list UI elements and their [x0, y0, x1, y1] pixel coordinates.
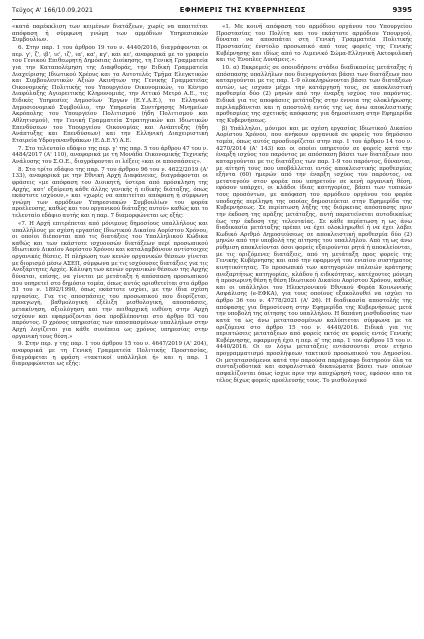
page-header: [12, 6, 412, 20]
page-number: 9395: [392, 6, 412, 14]
paragraph: «1. Με κοινή απόφαση του αρμόδιου οργάνου του Υπουργείου Προστασίας του Πολίτη και του εκάστοτε αρμόδιου Υπουργού, δύναται να αποσπάται στη Γενική Γραμματεία Πολιτικής Προστασίας ένστολο προσωπικό από τους φορείς της Γενικής Κυβέρνησης και ιδίως από το Λιμενικό Σώμα-Ελληνική Ακτοφυλακή και τις Ένοπλες Δυνάμεις.».: [216, 24, 412, 64]
gazette-title: ΕΦΗΜΕΡΙΣ ΤΗΣ ΚΥΒΕΡΝΗΣΕΩΣ: [179, 6, 306, 14]
paragraph: «κατά παρέκκλιση των κειμένων διατάξεων, χωρίς να απαιτείται απόφαση ή σύμφωνη γνώμη των αρμόδιων Υπηρεσιακών Συμβουλίων.: [12, 24, 208, 44]
paragraph: β) Υπάλληλοι, μόνιμοι και με σχέση εργασίας Ιδιωτικού Δικαίου Αορίστου Χρόνου, που ανήκουν οργανικά σε φορείς του δημόσιου τομέα, όπως αυτός προσδιορίζεται στην περ. 1 του άρθρου 14 του ν. 4270/2014 (Α' 143) και οι οποίοι υπηρετούν σε φορείς κατά την έναρξη ισχύος του παρόντος με απόσπαση βάσει των διατάξεων που καταργούνται με τις διατάξεις των παρ. 1-9 του παρόντος, δύνανται, με αίτησή τους που υποβάλλεται εντός αποκλειστικής προθεσμίας εξήντα (60) ημερών από την έναρξη ισχύος του παρόντος, να μεταταγούν στον φορέα που υπηρετούν σε κενή οργανική θέση, εφόσον υπάρχει, οι κλάδοι ίδιας κατηγορίας, βάσει των τυπικών τους προσόντων, με απόφαση του αρμόδιου οργάνου του φορέα υποδοχής περίληψη της οποίας δημοσιεύεται στην Εφημερίδα της Κυβερνήσεως. Σε περίπτωση λήξης της διάρκειας απόσπασης πριν την έκδοση της πράξης μετάταξης, αυτή παρατείνεται αυτοδικαίως έως την έκδοση της τελευταίας. Σε κάθε περίπτωση η ως άνω διαδικασία μετάταξης πρέπει να έχει ολοκληρωθεί ή να έχει λάβει Κωδικό Αριθμό Δημοσιεύσεως σε αποκλειστική προθεσμία δύο (2) μηνών από την υποβολή της αίτησης του υπαλλήλου. Από τη ως άνω ρύθμιση αποκλείονται όσοι φορείς εξαιρούνται ρητά ή αποκλείονται, με τις οριζόμενες διατάξεις, από τη μετάταξη προς φορείς της Γενικής Κυβέρνησης και από την εφαρμογή του ενιαίου συστήματος κινητικότητας. Το προσωπικό των κατηγοριών παλαιών κράτησης ανεξαρτήτως κατηγορίας, κλάδου ή ειδικότητας, κατέχοντες μόνιμη ή προσωρινή θέση ή θέση Ιδιωτικού Δικαίου Αορίστου Χρόνου, καθώς και οι υπάλληλοι του Ηλεκτρονικού Εθνικού Φορέα Κοινωνικής Ασφάλισης (e-ΕΦΚΑ), για τους οποίους εξακολουθεί να ισχύει το άρθρο 36 του ν. 4778/2021 (Α' 26). Η διαδικασία αποστολής της απόφασης για δημοσίευση στην Εφημερίδα της Κυβερνήσεως μετά την υποβολή της αίτησης του υπαλλήλου. Η δαπάνη μισθοδοσίας των κατά τα ως άνω μετατασσομένων καλύπτεται σύμφωνα με τα οριζόμενα στο άρθρο 15 του ν. 4440/2016. Ειδικά για τις περιπτώσεις μετατάξεων από φορείς εκτός σε φορείς εντός Γενικής Κυβέρνησης, εφαρμογή έχει η περ. α' της παρ. 1 του άρθρου 15 του ν. 4440/2016. Οι εν λόγω μετατάξεις εντάσσονται στον ετήσιο προγραμματισμό προσλήψεων τακτικού προσωπικού του Δημοσίου. Οι μετατασσόμενοι κατά την παρούσα παράγραφο διατηρούν όλα τα συνταξιοδοτικά και ασφαλιστικά δικαιώματα βάσει των οποίων ασφαλίζονται όπως ίσχυε πριν την αποχώρησή τους, εφόσον απο τα τέλος δίχως φορείς προέλευσής τους. Το μισθολογικό: [216, 125, 412, 384]
text-columns: [12, 24, 412, 385]
right-column: [216, 24, 412, 385]
paragraph: 10. α) Εκκρεμείς σε οποιοδήποτε στάδιο διαδικασίες μετάταξης ή απόσπασης υπαλλήλων που διενεργούνται βάσει των διατάξεων που καταργούνται με τις παρ. 1-9 ολοκληρώνονται βάσει των διατάξεων αυτών, ως ισχυαν μέχρι την κατάργησή τους, σε αποκλειστική προθεσμία δύο (2) μηνών από την έναρξη ισχύος του παρόντος. Ειδικά για τις αποφάσεις μετάταξης στην έννοια της ολοκλήρωσης περιλαμβάνεται και η αποστολή εντός της ως άνω αποκλειστικής προθεσμίας της σχετικής απόφασης για δημοσίευση στην Εφημερίδα της Κυβερνήσεως.: [216, 64, 412, 124]
left-column: [12, 24, 208, 385]
paragraph: 6. Στην παρ. 1 του άρθρου 19 του ν. 4440/2016, διαγράφονται οι περ. γ', ζ', ιβ', ιε', ιζ', ια', κα', κγ', και κε', αναφορικά με το γραφείο του Γενικού Επιθεωρητή Δημόσιας Διοίκησης, τη Γενική Γραμματεία για την Καταπολέμηση της Διαφθοράς, την Ειδική Γραμματεία Διαχείρισης Ιδιωτικού Χρέους και τα Αυτοτελές Τμήμα Ελεγκτικών και Συμβουλευτικών Αξιών Ακινήτων της Γενικής Γραμματείας Οικονομικής Πολιτικής του Υπουργείου Οικονομικών, το Κέντρο Διαφύλαξης Αγιορειτικής Κληρονομιάς, την Αττικό Μετρό Α.Ε., τις Ειδικές Υπηρεσίες Δημοσίων Έργων (Ε.Υ.Δ.Ε.), το Ελληνικό Δημοσιονομικό Συμβούλιο, την Υπηρεσία Συντήρησης Μνημείων Ακρόπολης του Υπουργείου Πολιτισμού (ήδη Πολιτισμού και Αθλητισμού), την Γενική Γραμματεία Στρατηγικών και Ιδιωτικών Επενδύσεων του Υπουργείου Οικονομίας και Ανάπτυξης (ήδη Ανάπτυξης και Επενδύσεων) και την Ελληνική Διαχειριστική Εταιρεία Υδρογονανθράκων (Ε.Δ.Ε.Υ) Α.Ε.: [12, 45, 208, 144]
paragraph: «7. Η Αρχή επιτρέπεται από μόνιμους δημοσίους υπαλλήλους και υπαλλήλους με σχέση εργασίας Ιδιωτικού Δικαίου Αορίστου Χρόνου, οι οποίοι διέπονται από τις διατάξεις του Υπαλληλικού Κώδικα καθώς και των εκάστοτε ισχυουσών διατάξεων περί προσωπικού Ιδιωτικού Δικαίου Αορίστου Χρόνου και καταλαμβάνουν αντίστοιχες οργανικές θέσεις. Η πλήρωση των κενών οργανικών θέσεων γίνεται με διορισμό μέσω ΑΣΕΠ, σύμφωνα με τις ισχύουσες διατάξεις για τις Ανεξάρτητες Αρχές. Κάλυψη των κενών οργανικών θέσεων της Αρχής δύναται, επίσης, να γίνεται με μετάταξη ή απόσπαση προσωπικού που υπηρετεί στο δημόσιο τομέα, όπως αυτός οριοθετείται στο άρθρο 51 του ν. 1892/1990, όπως εκάστοτε ισχύει, με την ίδια σχέση εργασίας. Για τις αποσπάσεις του προσωπικού που διορίζεται, προαγωγή, βαθμολογική εξέλιξη μισθολογική, αποσπάσεις, μετακίνηση, αξιολόγηση και την πειθαρχική ευθύνη στην Αρχή ισχύουν και εφαρμόζονται όσα προβλέπονται στο άρθρο 93 του παρόντος. Ο χρόνος υπηρεσίας των αποσπασμένων υπαλλήλων στην Αρχή λογίζεται για κάθε συνέπεια ως χρόνος υπηρεσίας στην οργανική τους θέση.»: [12, 220, 208, 340]
issue-number: Τεύχος Α' 166/10.09.2021: [12, 7, 93, 14]
paragraph: 9. Στην περ. γ της παρ. 1 του άρθρου 15 του ν. 4647/2019 (Α' 204), αναφορικά με τη Γενική Γραμματεία Πολιτικής Προστασίας, διαγράφεται η φράση «τακτικοί υπάλληλοι ή» και η παρ. 1 διαμορφώνεται ως εξής:: [12, 341, 208, 368]
paragraph: 7. Στο τελευταίο εδάφιο της περ. γ' της παρ. 5 του άρθρου 47 του ν. 4484/2017 (Α' 110), αναφορικά με τη Μονάδα Οικονομικής Τεχνικής Ανάλυσης του Σ.Ο.Ε., διαγράφονται οι λέξεις «και οι αποσπάσεις».: [12, 145, 208, 165]
paragraph: 8. Στο τρίτο εδάφιο της παρ. 7 του άρθρου 96 του ν. 4622/2019 (Α' 133), αναφορικά με την Εθνική Αρχή Διαφάνειας, διαγράφονται οι φράσεις «με απόφαση του Διοικητή, ύστερα από πρόσκληση της Αρχής, κατ' εξαίρεση κάθε άλλης γενικής ή ειδικής διάταξης, όπως εκάστοτε ισχύουν,» και «χωρίς να απαιτείται απόφαση ή σύμφωνη γνώμη των αρμόδιων Υπηρεσιακών Συμβουλίων του φορέα προέλευσης, καθώς και του οργανικού διάταξης αυτού» καθώς και το τελευταίο εδάφιο αυτής και η παρ. 7 διαμορφώνεται ως εξής:: [12, 166, 208, 220]
